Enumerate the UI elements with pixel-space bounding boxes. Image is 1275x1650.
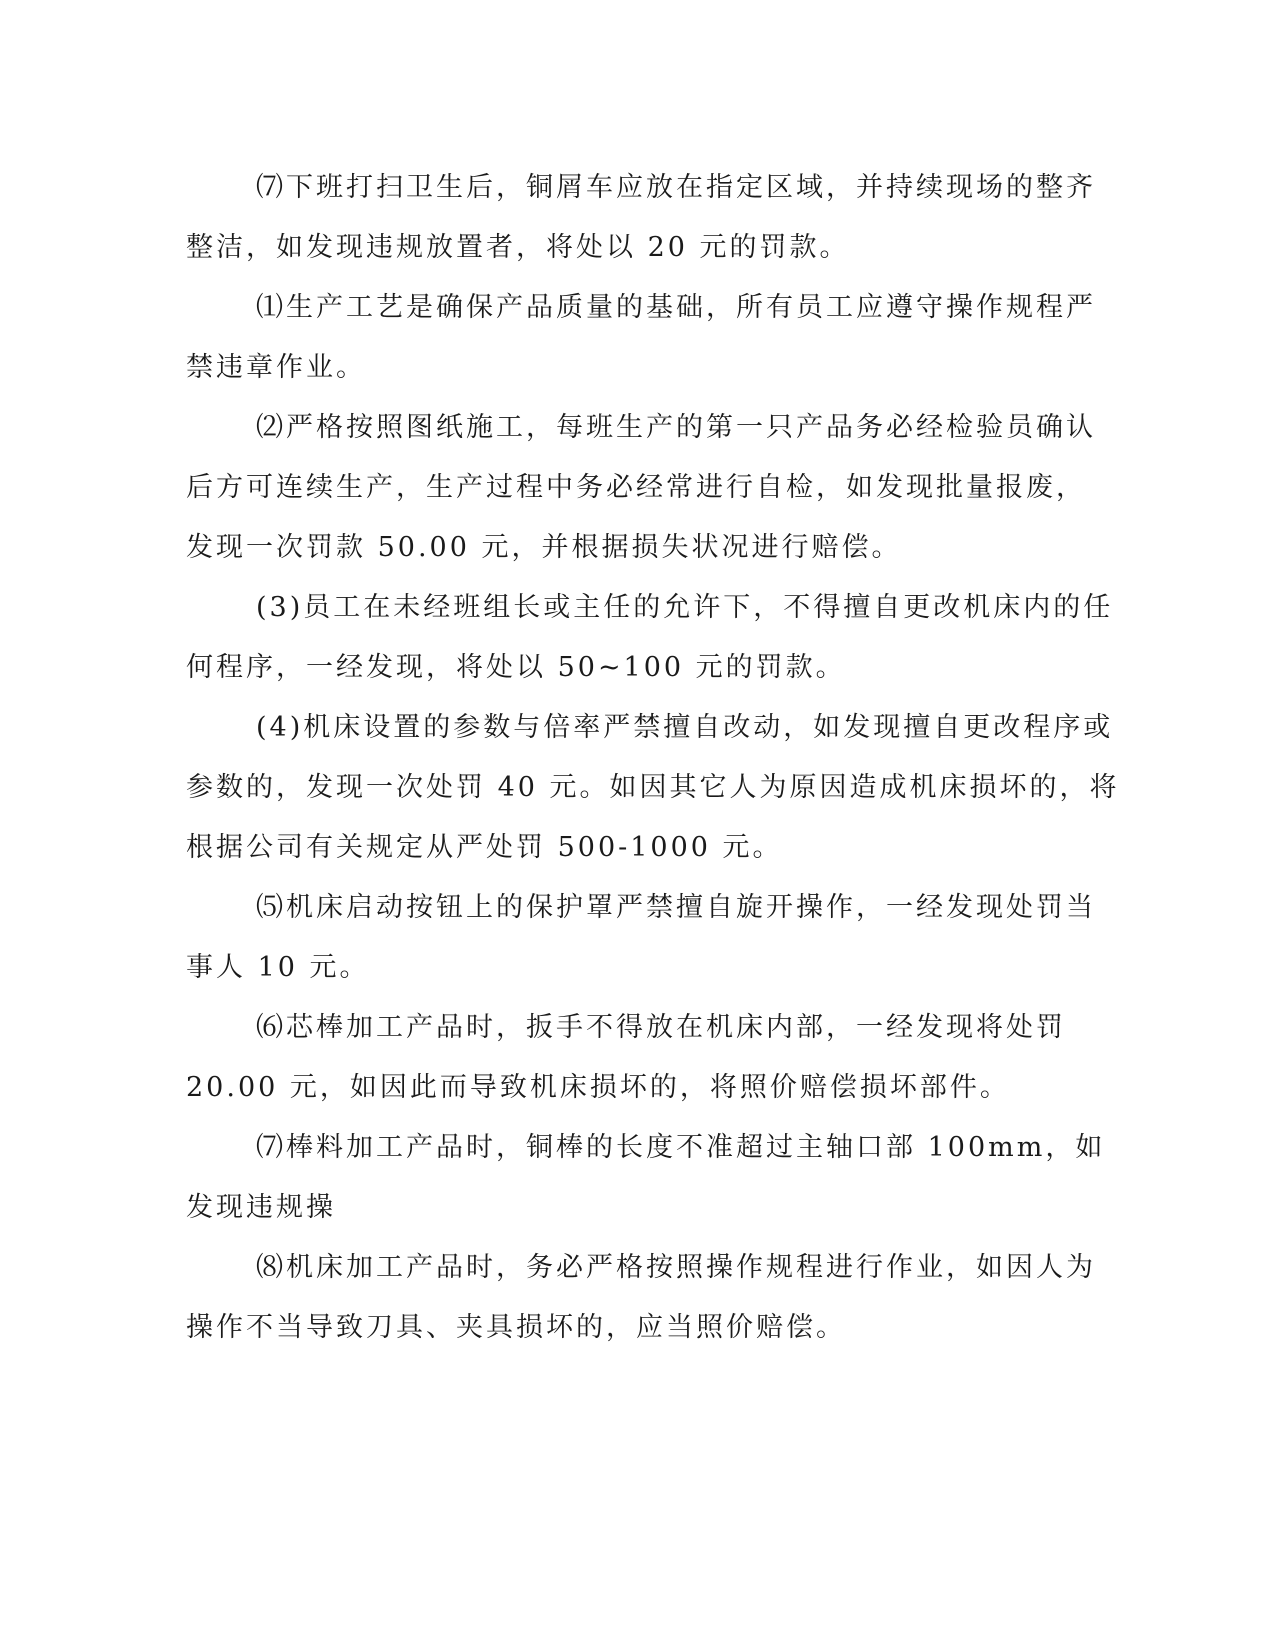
paragraph-line: 何程序，一经发现，将处以 50~100 元的罚款。 <box>186 652 846 683</box>
paragraph-line: ⑸机床启动按钮上的保护罩严禁擅自旋开操作，一经发现处罚当 <box>256 892 1096 923</box>
paragraph-6-mandrel-wrench <box>186 998 1071 1118</box>
paragraph-7-bar-stock-length <box>186 1118 1106 1238</box>
paragraph-line: 整洁，如发现违规放置者，将处以 20 元的罚款。 <box>186 232 850 263</box>
paragraph-line: ⑴生产工艺是确保产品质量的基础，所有员工应遵守操作规程严 <box>256 292 1096 323</box>
paragraph-7-copper-chip-cart <box>186 158 1096 278</box>
document-body <box>186 158 1120 1358</box>
paragraph-line: 发现一次罚款 50.00 元，并根据损失状况进行赔偿。 <box>186 532 902 563</box>
paragraph-line: ⑹芯棒加工产品时，扳手不得放在机床内部，一经发现将处罚 <box>256 1012 1066 1043</box>
paragraph-line: 发现违规操 <box>186 1192 336 1223</box>
paragraph-line: ⑺棒料加工产品时，铜棒的长度不准超过主轴口部 100mm，如 <box>256 1132 1106 1163</box>
paragraph-line: 禁违章作业。 <box>186 352 366 383</box>
paragraph-line: 操作不当导致刀具、夹具损坏的，应当照价赔偿。 <box>186 1312 846 1343</box>
paragraph-line: 20.00 元，如因此而导致机床损坏的，将照价赔偿损坏部件。 <box>186 1072 1010 1103</box>
paragraph-line: ⑻机床加工产品时，务必严格按照操作规程进行作业，如因人为 <box>256 1252 1096 1283</box>
paragraph-8-tool-damage <box>186 1238 1096 1358</box>
paragraph-4-machine-parameters <box>186 698 1120 878</box>
paragraph-line: (3)员工在未经班组长或主任的允许下，不得擅自更改机床内的任 <box>256 592 1114 623</box>
paragraph-line: 根据公司有关规定从严处罚 500-1000 元。 <box>186 832 783 863</box>
paragraph-line: 后方可连续生产，生产过程中务必经常进行自检，如发现批量报废， <box>186 472 1086 503</box>
paragraph-5-protective-cover <box>186 878 1096 998</box>
paragraph-line: ⑵严格按照图纸施工，每班生产的第一只产品务必经检验员确认 <box>256 412 1096 443</box>
paragraph-1-production-process <box>186 278 1096 398</box>
paragraph-line: 事人 10 元。 <box>186 952 370 983</box>
paragraph-line: (4)机床设置的参数与倍率严禁擅自改动，如发现擅自更改程序或 <box>256 712 1114 743</box>
paragraph-3-program-change <box>186 578 1114 698</box>
paragraph-line: ⑺下班打扫卫生后，铜屑车应放在指定区域，并持续现场的整齐 <box>256 172 1096 203</box>
paragraph-line: 参数的，发现一次处罚 40 元。如因其它人为原因造成机床损坏的，将 <box>186 772 1120 803</box>
paragraph-2-drawing-inspection <box>186 398 1096 578</box>
